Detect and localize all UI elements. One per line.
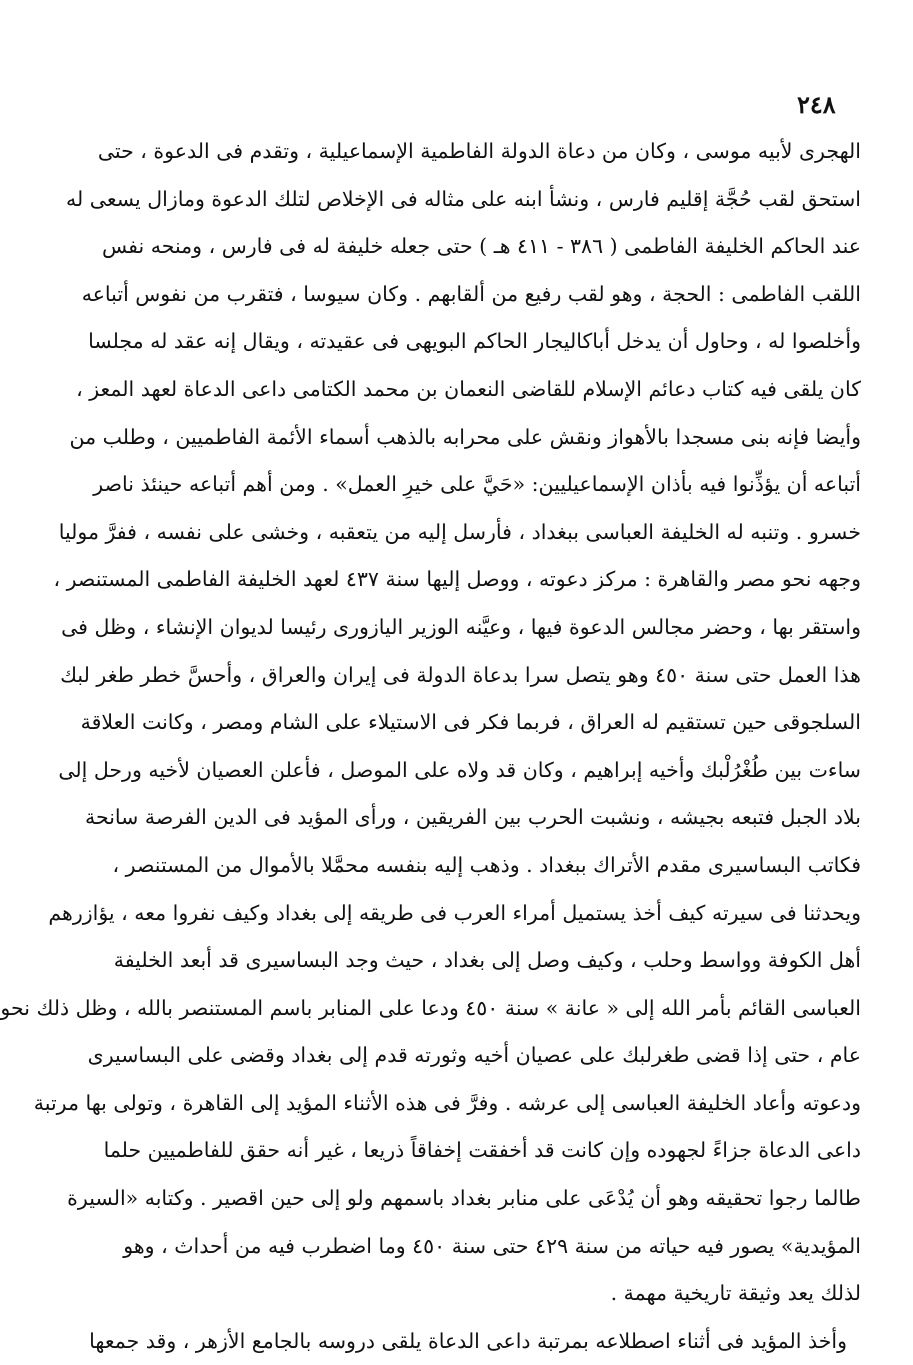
text-line: اللقب الفاطمى : الحجة ، وهو لقب رفيع من ألقابهم . وكان سيوسا ، فتقرب من نفوس أتباعه	[81, 281, 861, 306]
text-line: فكاتب البساسيرى مقدم الأتراك ببغداد . وذهب إليه بنفسه محمَّلا بالأموال من المستنصر ،	[112, 852, 861, 877]
text-line: عند الحاكم الخليفة الفاطمى ( ٣٨٦ - ٤١١ هـ ) حتى جعله خليفة له فى فارس ، ومنحه نفس	[102, 234, 861, 259]
text-line: هذا العمل حتى سنة ٤٥٠ وهو يتصل سرا بدعاة الدولة فى إيران والعراق ، وأحسَّ خطر طغر لبك	[60, 662, 861, 687]
text-line: واستقر بها ، وحضر مجالس الدعوة فيها ، وعيَّنه الوزير اليازورى رئيسا لديوان الإنشاء ، وظل فى	[61, 614, 861, 639]
text-line: الهجرى لأبيه موسى ، وكان من دعاة الدولة الفاطمية الإسماعيلية ، وتقدم فى الدعوة ، حتى	[97, 139, 861, 163]
text-line: طالما رجوا تحقيقه وهو أن يُدْعَى على منابر بغداد باسمهم ولو إلى حين اقصير . وكتابه «السيرة	[67, 1186, 861, 1211]
text-line: عام ، حتى إذا قضى طغرلبك على عصيان أخيه وثورته قدم إلى بغداد وقضى على البساسيرى	[87, 1043, 861, 1068]
text-line: وأيضا فإنه بنى مسجدا بالأهواز ونقش على محرابه بالذهب أسماء الأئمة الفاطميين ، وطلب من	[69, 424, 861, 449]
text-line: وجهه نحو مصر والقاهرة : مركز دعوته ، ووصل إليها سنة ٤٣٧ لعهد الخليفة الفاطمى المستنصر ،	[53, 567, 861, 592]
text-line: استحق لقب حُجَّة إقليم فارس ، ونشأ ابنه على مثاله فى الإخلاص لتلك الدعوة ومازال يسعى له	[65, 186, 861, 211]
text-line: العباسى القائم بأمر الله إلى « عانة » سنة ٤٥٠ ودعا على المنابر باسم المستنصر بالله ، وظل ذلك نحو	[0, 995, 861, 1020]
page-number: ٢٤٨	[797, 90, 836, 119]
text-line: ويحدثنا فى سيرته كيف أخذ يستميل أمراء العرب فى طريقه إلى بغداد وكيف نفروا معه ، يؤازرهم	[48, 900, 861, 925]
paragraph-end-line: لذلك يعد وثيقة تاريخية مهمة .	[610, 1281, 861, 1306]
text-line: وأخلصوا له ، وحاول أن يدخل أباكاليجار الحاكم البويهى فى عقيدته ، ويقال إنه عقد له مجلسا	[88, 329, 861, 354]
text-line: ودعوته وأعاد الخليفة العباسى إلى عرشه . وفرَّ فى هذه الأثناء المؤيد إلى القاهرة ، وتولى بها مرتبة	[33, 1090, 861, 1115]
paragraph-start-line: وأخذ المؤيد فى أثناء اصطلاعه بمرتبة داعى الدعاة يلقى دروسه بالجامع الأزهر ، وقد جمعها	[89, 1328, 847, 1353]
text-line: بلاد الجبل فتبعه بجيشه ، ونشبت الحرب بين الفريقين ، ورأى المؤيد فى الدين الفرصة سانحة	[84, 805, 861, 830]
text-line: أهل الكوفة وواسط وحلب ، وكيف وصل إلى بغداد ، حيث وجد البساسيرى قد أبعد الخليفة	[113, 948, 861, 973]
text-line: المؤيدية» يصور فيه حياته من سنة ٤٢٩ حتى سنة ٤٥٠ وما اضطرب فيه من أحداث ، وهو	[123, 1233, 861, 1258]
text-line: كان يلقى فيه كتاب دعائم الإسلام للقاضى النعمان بن محمد الكتامى داعى الدعاة لعهد المعز ،	[76, 376, 861, 401]
text-line: أتباعه أن يؤذِّنوا فيه بأذان الإسماعيليين: «حَيَّ على خيرِ العمل» . ومن أهم أتباعه حينئذ ناصر	[93, 472, 861, 497]
text-line: ساءت بين طُغْرُلْبك وأخيه إبراهيم ، وكان قد ولاه على الموصل ، فأعلن العصيان لأخيه ورحل إلى	[58, 757, 861, 782]
text-line: السلجوقى حين تستقيم له العراق ، فربما فكر فى الاستيلاء على الشام ومصر ، وكانت العلاقة	[80, 710, 861, 735]
text-line: خسرو . وتنبه له الخليفة العباسى ببغداد ، فأرسل إليه من يتعقبه ، وخشى على نفسه ، ففرَّ موليا	[58, 519, 861, 544]
body-text	[0, 128, 861, 1365]
text-line: داعى الدعاة جزاءً لجهوده وإن كانت قد أخفقت إخفاقاً ذريعا ، غير أنه حقق للفاطميين حلما	[103, 1138, 861, 1163]
